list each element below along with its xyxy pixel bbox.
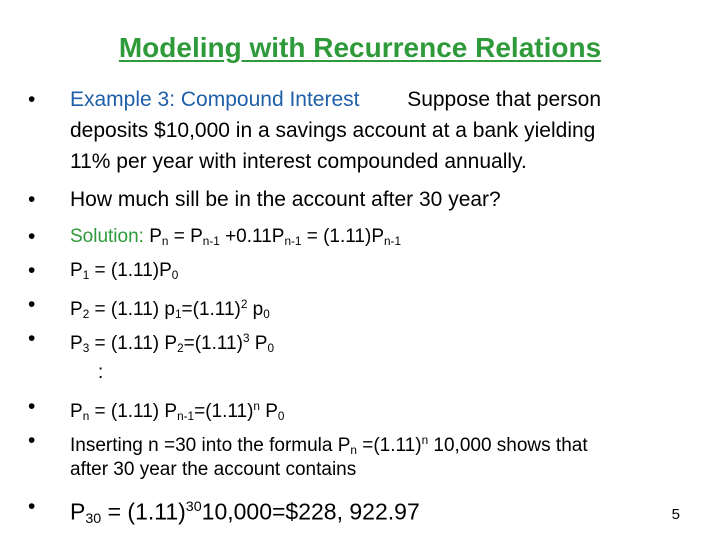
example-intro: Suppose that person bbox=[407, 88, 601, 111]
bullet-1-glyph: • bbox=[28, 88, 36, 111]
example-label: Example 3: Compound Interest bbox=[70, 88, 360, 111]
ellipsis-colon: : bbox=[98, 362, 104, 383]
bullet-7-glyph: • bbox=[28, 395, 36, 418]
bullet-8-line-2: after 30 year the account contains bbox=[70, 459, 357, 480]
bullet-5-glyph: • bbox=[28, 293, 36, 316]
page-number: 5 bbox=[671, 506, 680, 523]
bullet-6-glyph: • bbox=[28, 327, 36, 350]
equation-p1: $P_1 = (1.11)P_0$ bbox=[70, 260, 179, 282]
bullet-2-glyph: • bbox=[28, 188, 36, 211]
bullet-3-glyph: • bbox=[28, 225, 36, 248]
bullet-1-line-3: 11% per year with interest compounded annually. bbox=[70, 150, 527, 173]
equation-p2: $P_2 = (1.11)$ $p_1=(1.11)^2$ $p_0$ bbox=[70, 298, 270, 321]
bullet-4-glyph: • bbox=[28, 259, 36, 282]
final-answer: $P_{30}$ = $(1.11)^{30}10,000=\$228$, 922.97 bbox=[70, 498, 420, 528]
bullet-8-line-1: Inserting n =30 into the formula $P_n =(1.11)^n$ 10,000 shows that bbox=[70, 434, 588, 457]
bullet-8-glyph: • bbox=[28, 429, 36, 452]
equation-p3: $P_3 = (1.11)$ $P_2=(1.11)^3$ $P_0$ bbox=[70, 332, 274, 355]
slide-title: Modeling with Recurrence Relations bbox=[118, 32, 602, 63]
solution-label: Solution: bbox=[70, 226, 144, 247]
bullet-1-line-1 bbox=[70, 85, 601, 115]
solution-line: Solution: $P_n = P_{n-1} +0.11P_{n-1} = (1.11)P_{n-1}$ bbox=[70, 226, 402, 248]
equation-pn: $P_n = (1.11)$ $P_{n-1}=(1.11)^n$ $P_0$ bbox=[70, 400, 285, 423]
bullet-1-line-2: deposits $10,000 in a savings account at a bank yielding bbox=[70, 119, 596, 142]
bullet-2-text: How much sill be in the account after 30 year? bbox=[70, 188, 501, 211]
bullet-9-glyph: • bbox=[28, 495, 36, 518]
